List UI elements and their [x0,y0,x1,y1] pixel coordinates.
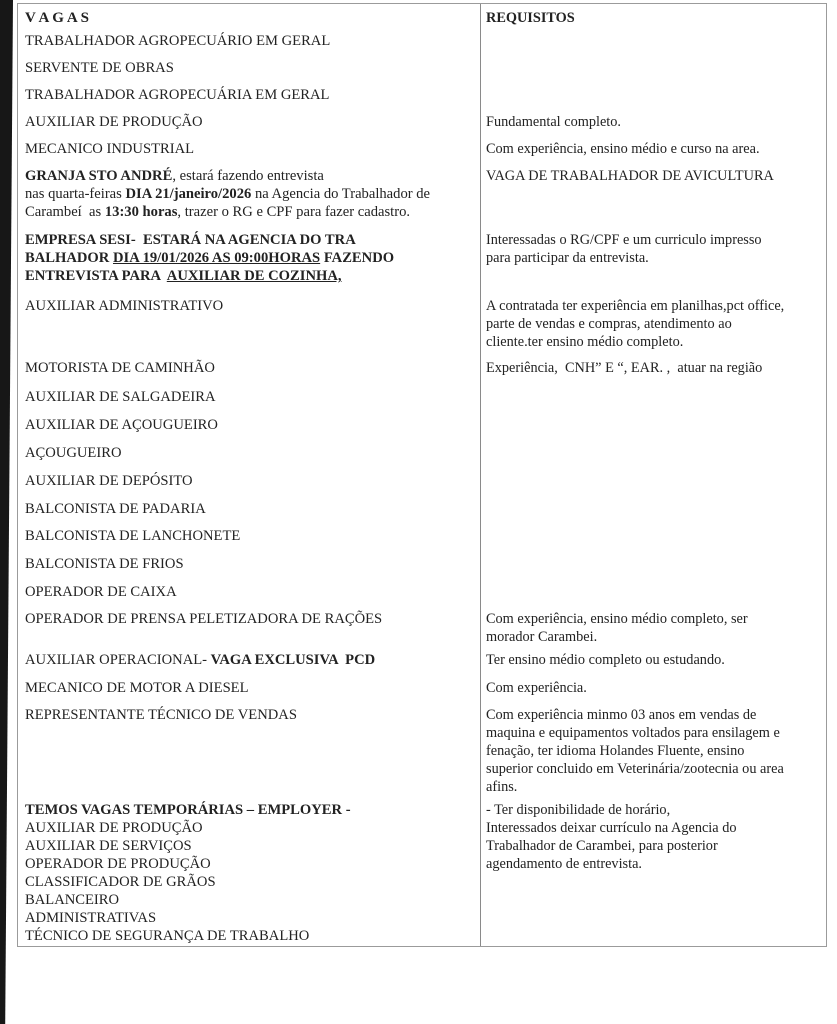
text-segment: OPERADOR DE CAIXA [25,584,177,600]
text-segment: TRABALHADOR AGROPECUÁRIA EM GERAL [25,87,330,103]
text-segment: EMPRESA SESI- ESTARÁ NA AGENCIA DO TRA [25,232,356,248]
table-row [18,522,826,550]
text-segment: BALCONISTA DE FRIOS [25,556,184,572]
table-row [18,796,826,946]
text-segment: superior concluido em Veterinária/zootecnia ou area [486,761,784,777]
text-line [486,778,818,796]
vagas-cell [18,354,480,383]
text-segment: MECANICO DE MOTOR A DIESEL [25,680,249,696]
text-line [25,927,472,945]
vagas-cell [18,674,480,701]
table-row [18,646,826,674]
text-line [25,472,472,490]
text-line [486,249,818,267]
text-segment: ENTREVISTA PARA [25,268,167,284]
requisitos-cell [480,522,826,550]
requisitos-cell [480,135,826,162]
text-segment: AÇOUGUEIRO [25,445,122,461]
requisitos-cell [480,162,826,226]
text-segment: TRABALHADOR AGROPECUÁRIO EM GERAL [25,33,331,49]
requisitos-cell [480,108,826,135]
vagas-cell [18,439,480,467]
text-segment: Com experiência. [486,680,587,696]
text-segment: Ter ensino médio completo ou estudando. [486,652,725,668]
text-line [486,651,818,669]
text-segment: MOTORISTA DE CAMINHÃO [25,360,215,376]
text-line [486,140,818,158]
table-row [18,226,826,292]
text-line [25,679,472,697]
requisitos-cell [480,796,826,946]
text-line [25,527,472,545]
text-segment: para participar da entrevista. [486,250,649,266]
text-segment: 13:30 horas [104,204,178,220]
text-segment: ADMINISTRATIVAS [25,910,157,926]
requisitos-cell [480,226,826,292]
table-row [18,162,826,226]
text-line [25,231,472,249]
text-line [486,628,818,646]
vagas-cell [18,495,480,522]
text-segment: AUXILIAR DE PRODUÇÃO [25,114,203,130]
text-line [486,724,818,742]
text-segment: SERVENTE DE OBRAS [25,60,174,76]
table-row [18,605,826,646]
requisitos-cell [480,578,826,605]
text-line [25,555,472,573]
text-line [25,59,472,77]
text-line [486,113,818,131]
text-segment: Com experiência minmo 03 anos em vendas de [486,707,757,723]
text-line [25,500,472,518]
text-line [25,203,472,221]
table-row [18,495,826,522]
text-line [25,297,472,315]
text-segment: DIA 19/01/2026 AS 09:00HORAS [112,250,321,266]
vagas-cell [18,54,480,81]
text-segment: BALCONISTA DE LANCHONETE [25,528,241,544]
text-segment: CLASSIFICADOR DE GRÃOS [25,874,216,890]
vagas-cell [18,701,480,796]
text-segment: AUXILIAR ADMINISTRATIVO [25,298,224,314]
text-line [25,113,472,131]
requisitos-cell [480,467,826,495]
text-segment: Com experiência, ensino médio e curso na area. [486,141,760,157]
text-line [25,444,472,462]
text-segment: - Ter disponibilidade de horário, [486,802,671,818]
text-segment: VAGA EXCLUSIVA PCD [210,652,376,668]
text-line [486,819,818,837]
vagas-cell [18,605,480,646]
vagas-cell [18,646,480,674]
table-row [18,467,826,495]
text-segment: AUXILIAR DE DEPÓSITO [25,473,193,489]
requisitos-header: REQUISITOS [480,4,826,27]
requisitos-cell [480,701,826,796]
vagas-cell [18,578,480,605]
text-segment: REPRESENTANTE TÉCNICO DE VENDAS [25,707,297,723]
text-segment: , trazer o RG e CPF para fazer cadastro. [177,204,411,220]
text-line [25,873,472,891]
text-line [486,837,818,855]
text-line [25,416,472,434]
requisitos-cell [480,411,826,439]
requisitos-cell [480,292,826,354]
text-line [486,297,818,315]
requisitos-cell [480,646,826,674]
text-segment: Experiência, CNH” E “, EAR. , atuar na região [486,360,763,376]
table-row [18,578,826,605]
text-line [25,610,472,628]
text-line [486,231,818,249]
text-segment: AUXILIAR DE SALGADEIRA [25,389,216,405]
text-segment: AUXILIAR DE COZINHA, [166,268,342,284]
text-segment: OPERADOR DE PRENSA PELETIZADORA DE RAÇÕES [25,611,383,627]
table-row [18,674,826,701]
table-row [18,81,826,108]
text-segment: OPERADOR DE PRODUÇÃO [25,856,211,872]
text-segment: nas quarta-feiras [25,186,126,202]
text-segment: AUXILIAR DE AÇOUGUEIRO [25,417,218,433]
text-segment: VAGA DE TRABALHADOR DE AVICULTURA [486,168,774,184]
vagas-cell [18,108,480,135]
requisitos-cell [480,605,826,646]
text-line [25,706,472,724]
text-segment: parte de vendas e compras, atendimento ao [486,316,732,332]
text-line [25,651,472,669]
text-line [486,315,818,333]
text-line [25,855,472,873]
table-body [18,27,826,946]
vagas-cell [18,383,480,411]
text-segment: fenação, ter idioma Holandes Fluente, ensino [486,743,745,759]
vagas-header: V A G A S [25,10,89,26]
text-line [486,760,818,778]
text-line [25,388,472,406]
text-segment: Carambeí as [25,204,105,220]
text-segment: Fundamental completo. [486,114,621,130]
vagas-cell [18,467,480,495]
text-segment: , estará fazendo entrevista [172,168,324,184]
requisitos-cell [480,495,826,522]
text-segment: AUXILIAR OPERACIONAL- [25,652,211,668]
table-row [18,383,826,411]
vagas-cell [18,162,480,226]
text-line [486,333,818,351]
vagas-cell [18,411,480,439]
table-row [18,411,826,439]
table-row [18,27,826,54]
text-line [486,167,818,185]
text-segment: Interessados deixar currículo na Agencia do [486,820,737,836]
text-line [25,32,472,50]
requisitos-cell [480,439,826,467]
text-segment: BALHADOR [25,250,113,266]
text-segment: A contratada ter experiência em planilhas,pct office, [486,298,785,314]
vagas-cell [18,292,480,354]
vagas-cell [18,226,480,292]
requisitos-cell [480,27,826,54]
text-segment: BALCONISTA DE PADARIA [25,501,206,517]
text-line [25,249,472,267]
text-segment: AUXILIAR DE SERVIÇOS [25,838,192,854]
text-line [25,909,472,927]
table-row [18,354,826,383]
text-line [486,359,818,377]
text-segment: BALANCEIRO [25,892,120,908]
text-line [486,610,818,628]
table-header-row [18,4,826,27]
text-segment: agendamento de entrevista. [486,856,643,872]
text-segment: FAZENDO [320,250,395,266]
text-segment: Trabalhador de Carambei, para posterior [486,838,718,854]
requisitos-cell [480,674,826,701]
text-line [25,167,472,185]
table-row [18,135,826,162]
text-segment: GRANJA STO ANDRÉ [25,168,173,184]
text-line [25,837,472,855]
scan-edge-bar [0,0,13,1024]
vagas-cell [18,796,480,946]
requisitos-cell [480,81,826,108]
text-line [486,801,818,819]
requisitos-cell [480,550,826,578]
text-segment: na Agencia do Trabalhador de [251,186,431,202]
text-segment: Interessadas o RG/CPF e um curriculo impresso [486,232,762,248]
table-row [18,550,826,578]
requisitos-cell [480,354,826,383]
requisitos-cell [480,383,826,411]
vagas-cell [18,522,480,550]
text-line [25,819,472,837]
vagas-cell [18,135,480,162]
text-line [25,583,472,601]
text-line [486,679,818,697]
text-segment: TEMOS VAGAS TEMPORÁRIAS – EMPLOYER - [25,802,351,818]
table-row [18,701,826,796]
table-row [18,108,826,135]
text-segment: DIA 21/janeiro/2026 [125,186,252,202]
text-segment: MECANICO INDUSTRIAL [25,141,195,157]
text-segment: Com experiência, ensino médio completo, ser [486,611,748,627]
text-segment: maquina e equipamentos voltados para ensilagem e [486,725,780,741]
text-line [25,140,472,158]
vagas-cell [18,81,480,108]
text-line [25,185,472,203]
vacancies-table [17,3,827,947]
table-row [18,292,826,354]
text-segment: AUXILIAR DE PRODUÇÃO [25,820,203,836]
vagas-cell [18,27,480,54]
text-line [25,891,472,909]
text-line [486,706,818,724]
table-row [18,54,826,81]
vagas-cell [18,550,480,578]
requisitos-cell [480,54,826,81]
text-segment: afins. [486,779,518,795]
text-line [486,742,818,760]
text-line [25,801,472,819]
text-segment: cliente.ter ensino médio completo. [486,334,684,350]
table-row [18,439,826,467]
text-segment: TÉCNICO DE SEGURANÇA DE TRABALHO [25,928,310,944]
text-line [486,855,818,873]
text-segment: morador Carambei. [486,629,598,645]
text-line [25,86,472,104]
text-line [25,267,472,285]
text-line [25,359,472,377]
